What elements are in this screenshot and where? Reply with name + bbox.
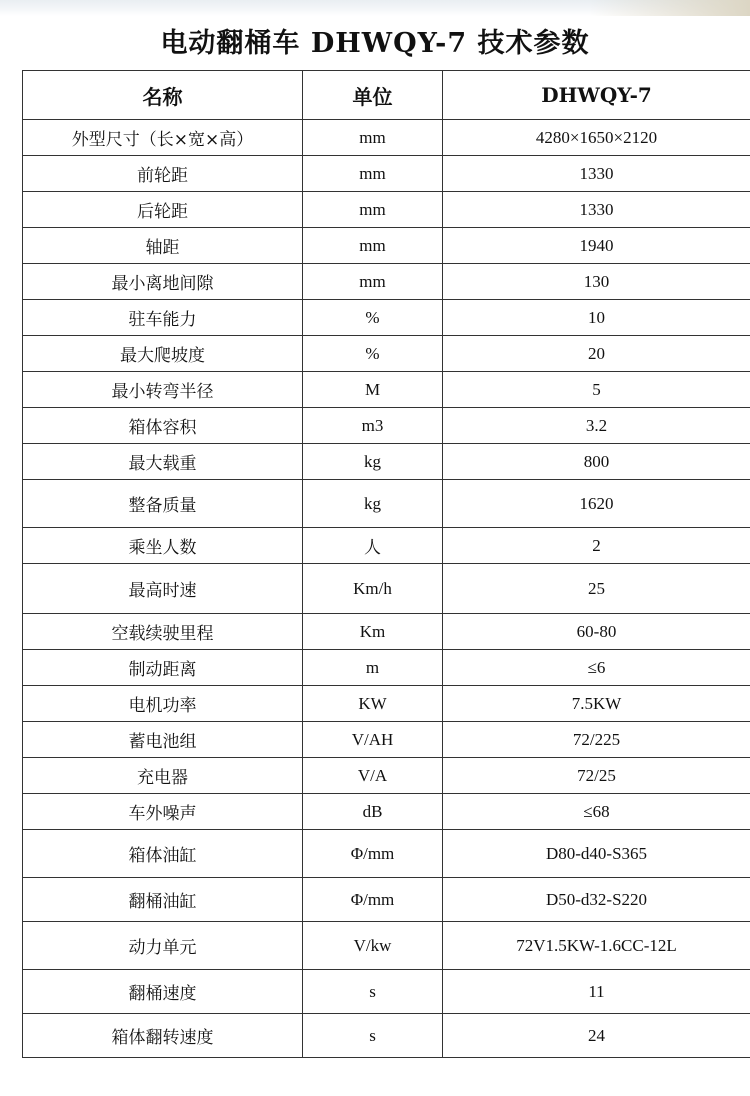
row-unit: % (303, 336, 443, 372)
table-row (23, 686, 750, 722)
row-value: 72V1.5KW-1.6CC-12L (443, 922, 750, 970)
table-row (23, 758, 750, 794)
table-row (23, 300, 750, 336)
row-name: 翻桶油缸 (23, 878, 303, 922)
top-decorative-band (0, 0, 750, 16)
row-unit: M (303, 372, 443, 408)
row-value: 5 (443, 372, 750, 408)
row-name: 翻桶速度 (23, 970, 303, 1014)
row-name: 最高时速 (23, 564, 303, 614)
row-value: 24 (443, 1014, 750, 1058)
row-name: 动力单元 (23, 922, 303, 970)
row-value: 72/25 (443, 758, 750, 794)
row-value: 1620 (443, 480, 750, 528)
row-name: 后轮距 (23, 192, 303, 228)
row-value: 11 (443, 970, 750, 1014)
row-unit: V/kw (303, 922, 443, 970)
row-value: D50-d32-S220 (443, 878, 750, 922)
row-unit: V/AH (303, 722, 443, 758)
row-value: 1330 (443, 156, 750, 192)
row-value: ≤6 (443, 650, 750, 686)
row-unit: mm (303, 156, 443, 192)
row-unit: s (303, 970, 443, 1014)
row-name: 最大载重 (23, 444, 303, 480)
row-unit: Km (303, 614, 443, 650)
row-unit: dB (303, 794, 443, 830)
table-row (23, 878, 750, 922)
row-unit: Km/h (303, 564, 443, 614)
row-unit: 人 (303, 528, 443, 564)
row-value: 60-80 (443, 614, 750, 650)
row-value: 7.5KW (443, 686, 750, 722)
row-name: 车外噪声 (23, 794, 303, 830)
row-value: 72/225 (443, 722, 750, 758)
row-value: 20 (443, 336, 750, 372)
row-name: 电机功率 (23, 686, 303, 722)
row-name: 充电器 (23, 758, 303, 794)
table-row (23, 264, 750, 300)
table-row (23, 156, 750, 192)
row-unit: m (303, 650, 443, 686)
row-name: 前轮距 (23, 156, 303, 192)
row-unit: KW (303, 686, 443, 722)
row-value: 25 (443, 564, 750, 614)
row-value: 1940 (443, 228, 750, 264)
row-unit: % (303, 300, 443, 336)
table-header-row (23, 71, 750, 120)
row-name: 箱体翻转速度 (23, 1014, 303, 1058)
table-row (23, 372, 750, 408)
row-unit: kg (303, 444, 443, 480)
row-unit: mm (303, 192, 443, 228)
table-row (23, 794, 750, 830)
row-name: 驻车能力 (23, 300, 303, 336)
row-value: 3.2 (443, 408, 750, 444)
row-name: 空载续驶里程 (23, 614, 303, 650)
table-row (23, 922, 750, 970)
row-name: 箱体油缸 (23, 830, 303, 878)
row-unit: V/A (303, 758, 443, 794)
row-name: 轴距 (23, 228, 303, 264)
header-unit: 单位 (303, 71, 443, 120)
row-unit: Φ/mm (303, 878, 443, 922)
table-row (23, 480, 750, 528)
row-unit: m3 (303, 408, 443, 444)
table-row (23, 336, 750, 372)
row-value: D80-d40-S365 (443, 830, 750, 878)
row-name: 蓄电池组 (23, 722, 303, 758)
table-row (23, 650, 750, 686)
table-row (23, 830, 750, 878)
row-name: 最小转弯半径 (23, 372, 303, 408)
row-value: 2 (443, 528, 750, 564)
table-row (23, 564, 750, 614)
row-unit: kg (303, 480, 443, 528)
row-unit: mm (303, 264, 443, 300)
row-value: 130 (443, 264, 750, 300)
header-name: 名称 (23, 71, 303, 120)
table-row (23, 444, 750, 480)
table-row (23, 408, 750, 444)
row-unit: mm (303, 228, 443, 264)
row-unit: s (303, 1014, 443, 1058)
table-row (23, 192, 750, 228)
row-name: 箱体容积 (23, 408, 303, 444)
header-value: DHWQY-7 (443, 71, 750, 120)
row-name: 最小离地间隙 (23, 264, 303, 300)
row-value: 1330 (443, 192, 750, 228)
row-value: 4280×1650×2120 (443, 120, 750, 156)
row-name: 外型尺寸（长×宽×高） (23, 120, 303, 156)
row-value: 800 (443, 444, 750, 480)
table-row (23, 614, 750, 650)
table-row (23, 722, 750, 758)
row-value: 10 (443, 300, 750, 336)
row-name: 整备质量 (23, 480, 303, 528)
row-name: 乘坐人数 (23, 528, 303, 564)
table-row (23, 228, 750, 264)
row-name: 制动距离 (23, 650, 303, 686)
row-value: ≤68 (443, 794, 750, 830)
table-row (23, 970, 750, 1014)
row-unit: Φ/mm (303, 830, 443, 878)
row-unit: mm (303, 120, 443, 156)
table-row (23, 1014, 750, 1058)
table-row (23, 528, 750, 564)
spec-table (22, 70, 750, 1058)
table-row (23, 120, 750, 156)
page-title: 电动翻桶车 DHWQY-7 技术参数 (160, 28, 590, 59)
row-name: 最大爬坡度 (23, 336, 303, 372)
